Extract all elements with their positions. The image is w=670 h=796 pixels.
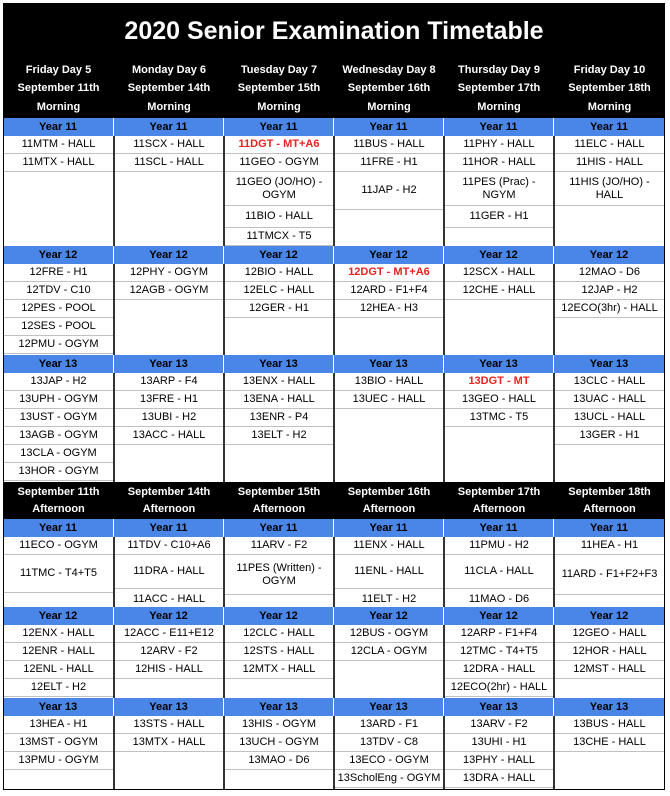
day-header-afternoon-0 (3, 482, 114, 519)
day-header-morning-4 (444, 59, 554, 118)
exam-entry: 12ENX - HALL (4, 625, 113, 643)
exam-entry: 11ARD - F1+F2+F3 (555, 555, 664, 595)
exam-entry: 12MAO - D6 (555, 264, 664, 282)
exam-entry: 12DRA - HALL (445, 661, 553, 679)
exam-entry: 11SCX - HALL (115, 136, 223, 154)
year-bar-y11: Year 11 (444, 519, 554, 537)
exam-entry: 13CLA - OGYM (4, 445, 113, 463)
exam-entry: 12TDV - C10 (4, 282, 113, 300)
exam-entry: 13STS - HALL (115, 716, 223, 734)
header-session: Afternoon (362, 502, 416, 515)
exam-entry: 13FRE - H1 (115, 391, 223, 409)
exam-cell-morning-y11-5 (554, 136, 665, 246)
header-session: Afternoon (583, 502, 636, 515)
exam-entry: 11GEO - OGYM (225, 154, 333, 172)
exam-cell-afternoon-y11-2 (224, 537, 334, 607)
header-day: Wednesday Day 8 (342, 64, 436, 77)
exam-entry: 13ACC - HALL (115, 427, 223, 445)
header-day: Monday Day 6 (132, 64, 206, 77)
exam-entry: 12DGT - MT+A6 (335, 264, 443, 282)
day-header-afternoon-2 (224, 482, 334, 519)
header-date: September 16th (347, 82, 431, 95)
year-bar-y12: Year 12 (334, 607, 444, 625)
year-bar-y12: Year 12 (554, 607, 665, 625)
exam-entry: 12SES - POOL (4, 318, 113, 336)
exam-cell-afternoon-y13-1 (114, 716, 224, 790)
header-date: September 14th (127, 82, 211, 95)
exam-cell-afternoon-y13-2 (224, 716, 334, 790)
day-header-morning-5 (554, 59, 665, 118)
exam-entry: 13ENR - P4 (225, 409, 333, 427)
exam-cell-afternoon-y12-2 (224, 625, 334, 698)
exam-cell-afternoon-y11-4 (444, 537, 554, 607)
exam-entry: 12ECO(3hr) - HALL (555, 300, 664, 318)
year-bar-y12: Year 12 (3, 607, 114, 625)
exam-cell-afternoon-y12-3 (334, 625, 444, 698)
exam-entry: 12BUS - OGYM (335, 625, 443, 643)
exam-entry: 13HOR - OGYM (4, 463, 113, 481)
year-bar-y11: Year 11 (554, 118, 665, 136)
exam-entry: 13ENX - HALL (225, 373, 333, 391)
day-header-morning-0 (3, 59, 114, 118)
year-bar-y12: Year 12 (554, 246, 665, 264)
exam-entry: 13MAO - D6 (225, 752, 333, 770)
year-bar-y11: Year 11 (224, 519, 334, 537)
exam-cell-morning-y13-3 (334, 373, 444, 482)
exam-entry: 12CLC - HALL (225, 625, 333, 643)
exam-entry: 12ARD - F1+F4 (335, 282, 443, 300)
year-bar-y13: Year 13 (3, 355, 114, 373)
exam-entry: 12GEO - HALL (555, 625, 664, 643)
year-bar-y13: Year 13 (444, 355, 554, 373)
header-session: Morning (257, 100, 301, 113)
exam-entry: 11PES (Written) - OGYM (225, 555, 333, 595)
header-date: September 18th (568, 486, 651, 499)
exam-entry: 13UAC - HALL (555, 391, 664, 409)
header-day: Thursday Day 9 (458, 64, 540, 77)
exam-entry: 13MTX - HALL (115, 734, 223, 752)
year-bar-y13: Year 13 (114, 355, 224, 373)
exam-cell-morning-y12-5 (554, 264, 665, 355)
header-date: September 11th (17, 82, 100, 95)
exam-cell-afternoon-y11-0 (3, 537, 114, 607)
header-date: September 15th (237, 82, 321, 95)
exam-entry: 12FRE - H1 (4, 264, 113, 282)
exam-entry: 11PHY - HALL (445, 136, 553, 154)
year-bar-y13: Year 13 (334, 355, 444, 373)
exam-cell-afternoon-y13-5 (554, 716, 665, 790)
exam-entry: 13CHE - HALL (555, 734, 664, 752)
year-bar-y12: Year 12 (224, 607, 334, 625)
exam-entry: 13MST - OGYM (4, 734, 113, 752)
exam-cell-morning-y12-1 (114, 264, 224, 355)
exam-entry: 13GEO - HALL (445, 391, 553, 409)
exam-entry: 12ELT - H2 (4, 679, 113, 697)
header-date: September 18th (568, 82, 651, 95)
header-day: Tuesday Day 7 (240, 64, 318, 77)
exam-entry: 13UCL - HALL (555, 409, 664, 427)
exam-entry: 11GER - H1 (445, 206, 553, 228)
year-bar-y11: Year 11 (114, 519, 224, 537)
exam-cell-afternoon-y13-4 (444, 716, 554, 790)
exam-entry: 11SCL - HALL (115, 154, 223, 172)
year-bar-y13: Year 13 (554, 698, 665, 716)
exam-entry: 11TMC - T4+T5 (4, 555, 113, 593)
exam-cell-morning-y11-3 (334, 136, 444, 246)
exam-entry: 11BUS - HALL (335, 136, 443, 154)
exam-cell-afternoon-y12-0 (3, 625, 114, 698)
exam-entry: 11ACC - HALL (115, 589, 223, 611)
exam-entry: 12ENR - HALL (4, 643, 113, 661)
year-bar-y12: Year 12 (444, 246, 554, 264)
year-bar-y12: Year 12 (224, 246, 334, 264)
exam-entry: 12CHE - HALL (445, 282, 553, 300)
exam-entry: 11BIO - HALL (225, 206, 333, 228)
exam-entry: 11MAO - D6 (445, 589, 553, 611)
exam-entry: 12AGB - OGYM (115, 282, 223, 300)
exam-entry: 13UPH - OGYM (4, 391, 113, 409)
header-date: September 16th (347, 486, 431, 499)
exam-entry: 11ECO - OGYM (4, 537, 113, 555)
exam-cell-morning-y11-0 (3, 136, 114, 246)
year-bar-y12: Year 12 (3, 246, 114, 264)
header-session: Morning (367, 100, 411, 113)
exam-cell-afternoon-y11-1 (114, 537, 224, 607)
exam-cell-morning-y13-1 (114, 373, 224, 482)
exam-cell-morning-y12-2 (224, 264, 334, 355)
exam-entry: 11ENX - HALL (335, 537, 443, 555)
exam-entry: 13CLC - HALL (555, 373, 664, 391)
exam-cell-morning-y13-0 (3, 373, 114, 482)
exam-entry: 12ACC - E11+E12 (115, 625, 223, 643)
exam-cell-afternoon-y11-3 (334, 537, 444, 607)
exam-entry: 13BIO - HALL (335, 373, 443, 391)
exam-entry: 13ARD - F1 (335, 716, 443, 734)
exam-entry: 11HOR - HALL (445, 154, 553, 172)
year-bar-y13: Year 13 (224, 698, 334, 716)
year-bar-y13: Year 13 (334, 698, 444, 716)
exam-entry: 13ARV - F2 (445, 716, 553, 734)
year-bar-y13: Year 13 (3, 698, 114, 716)
day-header-afternoon-4 (444, 482, 554, 519)
exam-entry: 13UBI - H2 (115, 409, 223, 427)
exam-cell-morning-y11-4 (444, 136, 554, 246)
year-bar-y11: Year 11 (3, 118, 114, 136)
exam-entry: 13ELT - H2 (225, 427, 333, 445)
header-date: September 14th (127, 486, 211, 499)
exam-entry: 12ENL - HALL (4, 661, 113, 679)
header-session: Afternoon (32, 502, 85, 515)
exam-entry: 13ECO - OGYM (335, 752, 443, 770)
year-bar-y13: Year 13 (554, 355, 665, 373)
exam-entry: 11FRE - H1 (335, 154, 443, 172)
year-bar-y11: Year 11 (334, 118, 444, 136)
page-title: 2020 Senior Examination Timetable (3, 3, 665, 59)
exam-entry: 12ARP - F1+F4 (445, 625, 553, 643)
exam-entry: 11PMU - H2 (445, 537, 553, 555)
exam-entry: 12TMC - T4+T5 (445, 643, 553, 661)
exam-entry: 12GER - H1 (225, 300, 333, 318)
header-date: September 15th (237, 486, 321, 499)
header-date: September 11th (17, 486, 100, 499)
header-session: Afternoon (252, 502, 306, 515)
year-bar-y11: Year 11 (3, 519, 114, 537)
day-header-morning-1 (114, 59, 224, 118)
exam-cell-afternoon-y13-0 (3, 716, 114, 790)
exam-entry: 12HIS - HALL (115, 661, 223, 679)
exam-entry: 11HIS - HALL (555, 154, 664, 172)
exam-entry: 11DRA - HALL (115, 555, 223, 589)
exam-entry: 12MTX - HALL (225, 661, 333, 679)
exam-entry: 12MST - HALL (555, 661, 664, 679)
exam-entry: 13DGT - MT (445, 373, 553, 391)
exam-entry: 12ARV - F2 (115, 643, 223, 661)
exam-entry: 12ECO(2hr) - HALL (445, 679, 553, 697)
exam-entry: 13DRA - HALL (445, 770, 553, 788)
exam-cell-afternoon-y11-5 (554, 537, 665, 607)
exam-entry: 11JAP - H2 (335, 172, 443, 210)
exam-entry: 13TDV - C8 (335, 734, 443, 752)
exam-cell-afternoon-y12-4 (444, 625, 554, 698)
exam-entry: 13PHY - HALL (445, 752, 553, 770)
exam-entry: 13JAP - H2 (4, 373, 113, 391)
exam-entry: 12PMU - OGYM (4, 336, 113, 354)
day-header-morning-3 (334, 59, 444, 118)
exam-entry: 13UST - OGYM (4, 409, 113, 427)
exam-entry: 11PES (Prac) - NGYM (445, 172, 553, 206)
exam-cell-morning-y11-2 (224, 136, 334, 246)
exam-entry: 13UCH - OGYM (225, 734, 333, 752)
exam-entry: 13HEA - H1 (4, 716, 113, 734)
year-bar-y13: Year 13 (114, 698, 224, 716)
day-header-afternoon-5 (554, 482, 665, 519)
exam-entry: 12HOR - HALL (555, 643, 664, 661)
header-date: September 17th (457, 82, 541, 95)
year-bar-y11: Year 11 (224, 118, 334, 136)
exam-entry: 13ENA - HALL (225, 391, 333, 409)
exam-entry: 12JAP - H2 (555, 282, 664, 300)
exam-entry: 12SCX - HALL (445, 264, 553, 282)
exam-entry: 11MTM - HALL (4, 136, 113, 154)
exam-entry: 12PHY - OGYM (115, 264, 223, 282)
header-session: Morning (36, 100, 81, 113)
year-bar-y11: Year 11 (554, 519, 665, 537)
exam-entry: 11DGT - MT+A6 (225, 136, 333, 154)
year-bar-y12: Year 12 (114, 607, 224, 625)
exam-entry: 11ARV - F2 (225, 537, 333, 555)
exam-entry: 13UHI - H1 (445, 734, 553, 752)
exam-cell-afternoon-y13-3 (334, 716, 444, 790)
exam-entry: 11GEO (JO/HO) - OGYM (225, 172, 333, 206)
year-bar-y12: Year 12 (444, 607, 554, 625)
header-session: Morning (587, 100, 632, 113)
header-day: Friday Day 5 (25, 64, 92, 77)
exam-entry: 12BIO - HALL (225, 264, 333, 282)
day-header-afternoon-1 (114, 482, 224, 519)
day-header-afternoon-3 (334, 482, 444, 519)
exam-entry: 11HIS (JO/HO) - HALL (555, 172, 664, 206)
exam-entry: 13UEC - HALL (335, 391, 443, 409)
header-date: September 17th (457, 486, 541, 499)
header-session: Morning (147, 100, 191, 113)
exam-entry: 12ELC - HALL (225, 282, 333, 300)
exam-entry: 13ScholEng - OGYM (335, 770, 443, 788)
exam-cell-morning-y12-4 (444, 264, 554, 355)
header-day: Friday Day 10 (573, 64, 646, 77)
header-session: Morning (477, 100, 521, 113)
day-header-morning-2 (224, 59, 334, 118)
exam-cell-morning-y13-4 (444, 373, 554, 482)
header-session: Afternoon (472, 502, 526, 515)
exam-entry: 12HEA - H3 (335, 300, 443, 318)
exam-entry: 13PMU - OGYM (4, 752, 113, 770)
year-bar-y11: Year 11 (114, 118, 224, 136)
exam-entry: 13AGB - OGYM (4, 427, 113, 445)
exam-entry: 13BUS - HALL (555, 716, 664, 734)
exam-entry: 11CLA - HALL (445, 555, 553, 589)
exam-entry: 11ELT - H2 (335, 589, 443, 611)
exam-cell-afternoon-y12-1 (114, 625, 224, 698)
exam-cell-morning-y13-5 (554, 373, 665, 482)
exam-cell-morning-y13-2 (224, 373, 334, 482)
exam-entry: 11TMCX - T5 (225, 228, 333, 246)
exam-entry: 11HEA - H1 (555, 537, 664, 555)
exam-entry: 11ENL - HALL (335, 555, 443, 589)
year-bar-y11: Year 11 (334, 519, 444, 537)
year-bar-y13: Year 13 (444, 698, 554, 716)
exam-entry: 13ARP - F4 (115, 373, 223, 391)
exam-entry: 13HIS - OGYM (225, 716, 333, 734)
exam-entry: 13GER - H1 (555, 427, 664, 445)
exam-cell-morning-y12-3 (334, 264, 444, 355)
year-bar-y11: Year 11 (444, 118, 554, 136)
year-bar-y13: Year 13 (224, 355, 334, 373)
exam-entry: 12STS - HALL (225, 643, 333, 661)
exam-entry: 11ELC - HALL (555, 136, 664, 154)
exam-entry: 12PES - POOL (4, 300, 113, 318)
exam-cell-morning-y12-0 (3, 264, 114, 355)
exam-entry: 12CLA - OGYM (335, 643, 443, 661)
year-bar-y12: Year 12 (334, 246, 444, 264)
exam-entry: 11MTX - HALL (4, 154, 113, 172)
exam-entry: 11TDV - C10+A6 (115, 537, 223, 555)
exam-entry: 13TMC - T5 (445, 409, 553, 427)
year-bar-y12: Year 12 (114, 246, 224, 264)
exam-cell-morning-y11-1 (114, 136, 224, 246)
exam-cell-afternoon-y12-5 (554, 625, 665, 698)
header-session: Afternoon (142, 502, 196, 515)
